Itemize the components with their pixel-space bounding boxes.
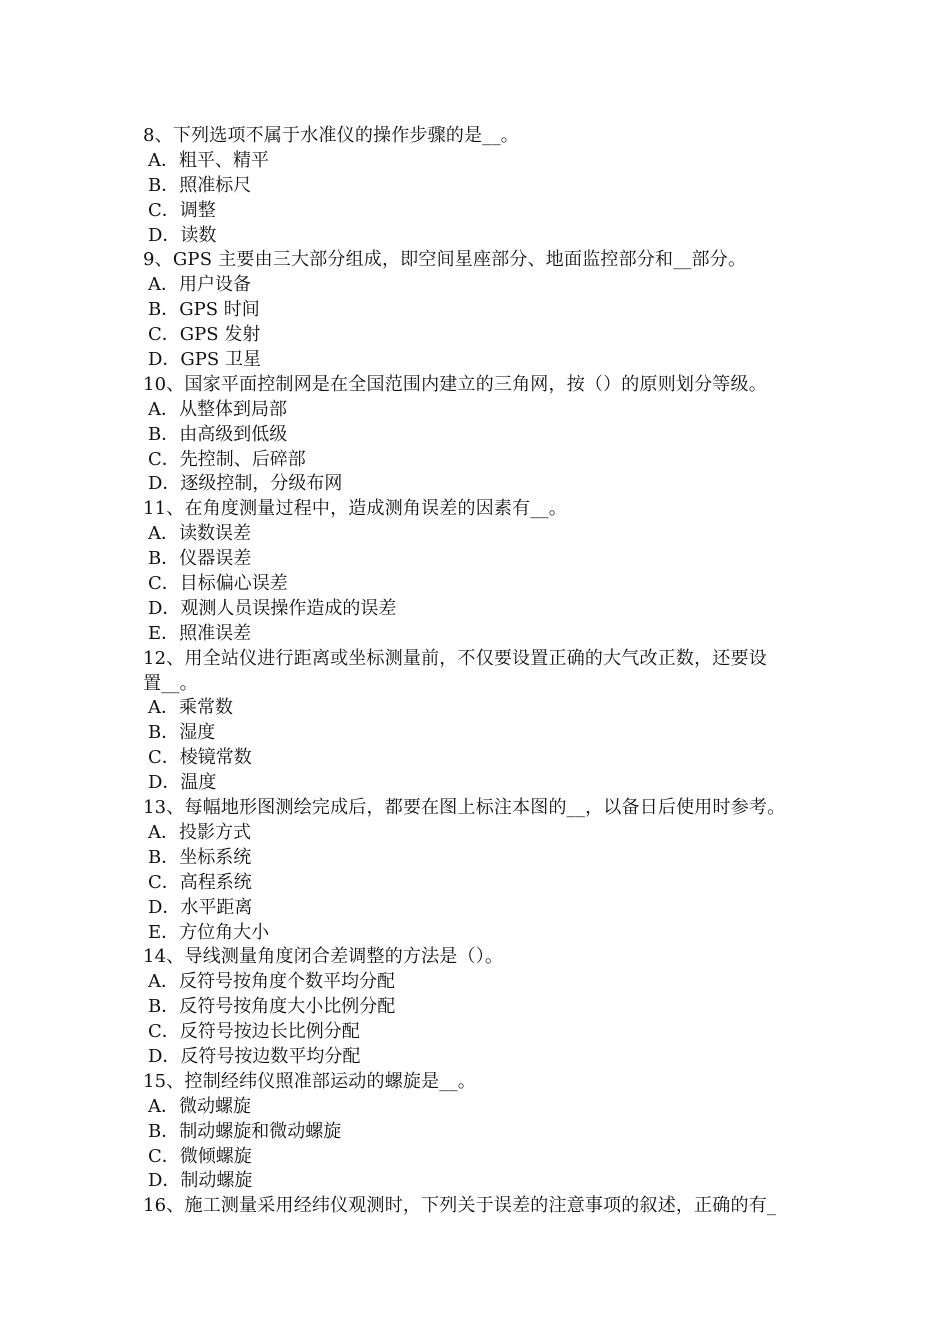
answer-option: B．照准标尺 <box>148 174 252 196</box>
answer-option: B．由高级到低级 <box>148 423 288 445</box>
answer-option: A．微动螺旋 <box>148 1095 251 1117</box>
question-block <box>143 124 815 248</box>
question-text: 13、每幅地形图测绘完成后，都要在图上标注本图的__，以备日后使用时参考。 <box>143 797 786 819</box>
answer-option: D．读数 <box>148 224 217 246</box>
answer-option: A．投影方式 <box>148 821 251 843</box>
question-text: 16、施工测量采用经纬仪观测时，下列关于误差的注意事项的叙述，正确的有_ <box>143 1195 777 1217</box>
question-block <box>143 796 815 945</box>
question-text: 8、下列选项不属于水准仪的操作步骤的是__。 <box>143 125 519 146</box>
answer-option: E．方位角大小 <box>148 921 270 943</box>
question-block <box>143 497 815 646</box>
answer-option: A．乘常数 <box>148 697 233 719</box>
answer-option: D．水平距离 <box>148 896 253 918</box>
answer-option: E．照准误差 <box>148 622 252 644</box>
answer-option: B．湿度 <box>148 722 216 744</box>
answer-option: C．微倾螺旋 <box>148 1145 252 1167</box>
answer-option: C．调整 <box>148 199 216 221</box>
question-text: 12、用全站仪进行距离或坐标测量前，不仅要设置正确的大气改正数，还要设 <box>143 647 767 669</box>
answer-option: D．反符号按边数平均分配 <box>148 1045 361 1067</box>
question-block <box>143 1194 815 1219</box>
answer-option: C．反符号按边长比例分配 <box>148 1021 360 1043</box>
question-text: 9、GPS 主要由三大部分组成，即空间星座部分、地面监控部分和__部分。 <box>143 249 747 271</box>
answer-option: B．GPS 时间 <box>148 299 260 321</box>
question-block <box>143 1070 815 1194</box>
answer-option: D．制动螺旋 <box>148 1170 253 1192</box>
answer-option: C．高程系统 <box>148 871 252 893</box>
question-text: 11、在角度测量过程中，造成测角误差的因素有__。 <box>143 498 567 520</box>
answer-option: C．GPS 发射 <box>148 324 261 346</box>
answer-option: B．仪器误差 <box>148 548 252 570</box>
answer-option: B．制动螺旋和微动螺旋 <box>148 1120 342 1142</box>
question-block <box>143 373 815 497</box>
question-text: 15、控制经纬仪照准部运动的螺旋是__。 <box>143 1070 476 1092</box>
question-text: 14、导线测量角度闭合差调整的方法是（）。 <box>143 946 504 968</box>
answer-option: A．粗平、精平 <box>148 149 269 171</box>
answer-option: A．从整体到局部 <box>148 398 287 420</box>
answer-option: C．棱镜常数 <box>148 747 252 769</box>
answer-option: D．观测人员误操作造成的误差 <box>148 597 397 619</box>
answer-option: A．反符号按角度个数平均分配 <box>148 971 395 993</box>
answer-option: A．用户设备 <box>148 274 251 296</box>
question-list <box>143 124 815 1219</box>
answer-option: D．逐级控制，分级布网 <box>148 473 343 495</box>
answer-option: D．温度 <box>148 772 217 794</box>
question-block <box>143 945 815 1069</box>
answer-option: D．GPS 卫星 <box>148 349 261 371</box>
answer-option: C．目标偏心误差 <box>148 573 288 595</box>
answer-option: B．反符号按角度大小比例分配 <box>148 996 396 1018</box>
question-text: 10、国家平面控制网是在全国范围内建立的三角网，按（）的原则划分等级。 <box>143 373 767 395</box>
answer-option: C．先控制、后碎部 <box>148 448 306 470</box>
question-text: 置__。 <box>143 672 198 694</box>
question-block <box>143 248 815 372</box>
answer-option: A．读数误差 <box>148 523 251 545</box>
question-block <box>143 647 815 796</box>
answer-option: B．坐标系统 <box>148 846 252 868</box>
